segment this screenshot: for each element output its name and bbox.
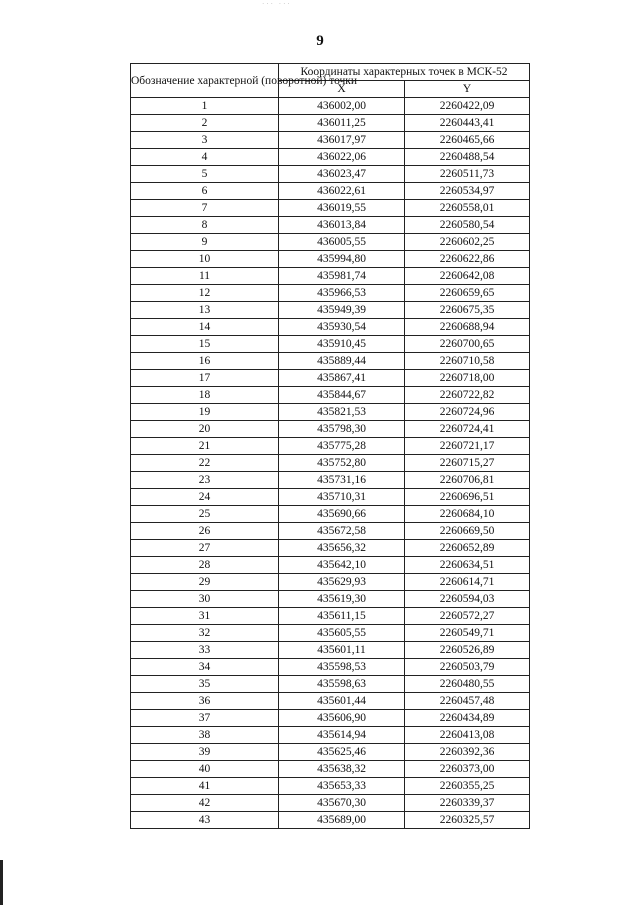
cell-y: 2260434,89 <box>405 710 530 727</box>
cell-y: 2260724,96 <box>405 404 530 421</box>
table-row <box>131 370 530 387</box>
cell-point-number: 30 <box>131 591 279 608</box>
table-row <box>131 404 530 421</box>
cell-x: 435966,53 <box>279 285 405 302</box>
cell-x: 435629,93 <box>279 574 405 591</box>
cell-y: 2260325,57 <box>405 812 530 829</box>
cell-y: 2260721,17 <box>405 438 530 455</box>
table-row <box>131 319 530 336</box>
table-row <box>131 506 530 523</box>
cell-x: 435775,28 <box>279 438 405 455</box>
table-row <box>131 761 530 778</box>
table-row <box>131 268 530 285</box>
cell-x: 435731,16 <box>279 472 405 489</box>
table-row <box>131 302 530 319</box>
cell-x: 436022,61 <box>279 183 405 200</box>
cell-point-number: 24 <box>131 489 279 506</box>
cell-point-number: 28 <box>131 557 279 574</box>
cell-y: 2260572,27 <box>405 608 530 625</box>
cell-x: 435642,10 <box>279 557 405 574</box>
cell-y: 2260443,41 <box>405 115 530 132</box>
cell-y: 2260715,27 <box>405 455 530 472</box>
cell-x: 435606,90 <box>279 710 405 727</box>
cell-point-number: 29 <box>131 574 279 591</box>
cell-point-number: 41 <box>131 778 279 795</box>
table-row <box>131 608 530 625</box>
cell-point-number: 26 <box>131 523 279 540</box>
cell-point-number: 3 <box>131 132 279 149</box>
table-row <box>131 625 530 642</box>
coordinates-table <box>130 63 530 829</box>
cell-x: 435625,46 <box>279 744 405 761</box>
header-x: X <box>279 81 405 98</box>
cell-x: 435889,44 <box>279 353 405 370</box>
cell-point-number: 8 <box>131 217 279 234</box>
table-row <box>131 421 530 438</box>
cell-y: 2260511,73 <box>405 166 530 183</box>
cell-point-number: 31 <box>131 608 279 625</box>
table-row <box>131 115 530 132</box>
table-row <box>131 744 530 761</box>
cell-point-number: 14 <box>131 319 279 336</box>
cell-x: 435619,30 <box>279 591 405 608</box>
cell-point-number: 38 <box>131 727 279 744</box>
cell-y: 2260392,36 <box>405 744 530 761</box>
cell-x: 435689,00 <box>279 812 405 829</box>
table-row <box>131 710 530 727</box>
table-row <box>131 795 530 812</box>
cell-x: 435670,30 <box>279 795 405 812</box>
cell-point-number: 32 <box>131 625 279 642</box>
cell-y: 2260634,51 <box>405 557 530 574</box>
cell-x: 435605,55 <box>279 625 405 642</box>
cell-y: 2260355,25 <box>405 778 530 795</box>
cell-y: 2260413,08 <box>405 727 530 744</box>
cell-point-number: 17 <box>131 370 279 387</box>
cell-x: 435653,33 <box>279 778 405 795</box>
header-point-designation: Обозначение характерной (поворотной) точки <box>131 64 279 98</box>
cell-y: 2260526,89 <box>405 642 530 659</box>
table-row <box>131 489 530 506</box>
cell-y: 2260675,35 <box>405 302 530 319</box>
cell-point-number: 27 <box>131 540 279 557</box>
cell-point-number: 43 <box>131 812 279 829</box>
table-row <box>131 183 530 200</box>
cell-x: 435598,63 <box>279 676 405 693</box>
cell-point-number: 15 <box>131 336 279 353</box>
cell-point-number: 10 <box>131 251 279 268</box>
cell-x: 435614,94 <box>279 727 405 744</box>
table-row <box>131 676 530 693</box>
cell-point-number: 39 <box>131 744 279 761</box>
cell-point-number: 19 <box>131 404 279 421</box>
table-row <box>131 574 530 591</box>
cell-y: 2260465,66 <box>405 132 530 149</box>
cell-point-number: 13 <box>131 302 279 319</box>
cell-x: 436002,00 <box>279 98 405 115</box>
cell-x: 435994,80 <box>279 251 405 268</box>
cell-y: 2260602,25 <box>405 234 530 251</box>
cell-y: 2260457,48 <box>405 693 530 710</box>
cell-x: 435981,74 <box>279 268 405 285</box>
table-row <box>131 336 530 353</box>
cell-point-number: 33 <box>131 642 279 659</box>
scan-mark: ··· ··· <box>262 0 292 8</box>
header-y: Y <box>405 81 530 98</box>
cell-point-number: 9 <box>131 234 279 251</box>
cell-y: 2260373,00 <box>405 761 530 778</box>
cell-y: 2260700,65 <box>405 336 530 353</box>
cell-x: 435638,32 <box>279 761 405 778</box>
cell-y: 2260339,37 <box>405 795 530 812</box>
table-row <box>131 523 530 540</box>
table-row <box>131 200 530 217</box>
table-row <box>131 166 530 183</box>
cell-point-number: 20 <box>131 421 279 438</box>
cell-point-number: 37 <box>131 710 279 727</box>
table-row <box>131 812 530 829</box>
header-coordinates-group: Координаты характерных точек в МСК-52 <box>279 64 530 81</box>
cell-y: 2260688,94 <box>405 319 530 336</box>
cell-point-number: 16 <box>131 353 279 370</box>
table-row <box>131 149 530 166</box>
table-row <box>131 251 530 268</box>
cell-x: 435844,67 <box>279 387 405 404</box>
cell-point-number: 5 <box>131 166 279 183</box>
table-row <box>131 217 530 234</box>
cell-x: 436017,97 <box>279 132 405 149</box>
cell-y: 2260710,58 <box>405 353 530 370</box>
cell-x: 435656,32 <box>279 540 405 557</box>
cell-x: 435710,31 <box>279 489 405 506</box>
cell-x: 435690,66 <box>279 506 405 523</box>
cell-x: 435910,45 <box>279 336 405 353</box>
cell-x: 435752,80 <box>279 455 405 472</box>
table-row <box>131 387 530 404</box>
cell-y: 2260558,01 <box>405 200 530 217</box>
cell-y: 2260622,86 <box>405 251 530 268</box>
cell-point-number: 18 <box>131 387 279 404</box>
cell-y: 2260580,54 <box>405 217 530 234</box>
cell-y: 2260503,79 <box>405 659 530 676</box>
table-body <box>131 98 530 829</box>
cell-y: 2260549,71 <box>405 625 530 642</box>
cell-x: 435949,39 <box>279 302 405 319</box>
cell-y: 2260642,08 <box>405 268 530 285</box>
cell-y: 2260684,10 <box>405 506 530 523</box>
cell-x: 435601,11 <box>279 642 405 659</box>
table-row <box>131 98 530 115</box>
table-row <box>131 438 530 455</box>
cell-point-number: 21 <box>131 438 279 455</box>
cell-point-number: 40 <box>131 761 279 778</box>
cell-x: 435611,15 <box>279 608 405 625</box>
cell-y: 2260652,89 <box>405 540 530 557</box>
cell-point-number: 42 <box>131 795 279 812</box>
cell-x: 435867,41 <box>279 370 405 387</box>
cell-x: 436022,06 <box>279 149 405 166</box>
cell-point-number: 4 <box>131 149 279 166</box>
table-row <box>131 353 530 370</box>
cell-y: 2260669,50 <box>405 523 530 540</box>
table-row <box>131 540 530 557</box>
cell-y: 2260718,00 <box>405 370 530 387</box>
cell-point-number: 11 <box>131 268 279 285</box>
cell-y: 2260594,03 <box>405 591 530 608</box>
table-row <box>131 132 530 149</box>
table-row <box>131 778 530 795</box>
table-row <box>131 472 530 489</box>
cell-point-number: 22 <box>131 455 279 472</box>
cell-point-number: 35 <box>131 676 279 693</box>
cell-y: 2260706,81 <box>405 472 530 489</box>
cell-x: 436011,25 <box>279 115 405 132</box>
cell-y: 2260480,55 <box>405 676 530 693</box>
cell-point-number: 6 <box>131 183 279 200</box>
cell-y: 2260614,71 <box>405 574 530 591</box>
cell-y: 2260422,09 <box>405 98 530 115</box>
cell-point-number: 25 <box>131 506 279 523</box>
cell-point-number: 12 <box>131 285 279 302</box>
cell-x: 435798,30 <box>279 421 405 438</box>
cell-x: 435821,53 <box>279 404 405 421</box>
table-row <box>131 642 530 659</box>
cell-x: 435672,58 <box>279 523 405 540</box>
table-row <box>131 659 530 676</box>
cell-y: 2260488,54 <box>405 149 530 166</box>
cell-y: 2260534,97 <box>405 183 530 200</box>
table-row <box>131 455 530 472</box>
cell-x: 436023,47 <box>279 166 405 183</box>
cell-x: 435601,44 <box>279 693 405 710</box>
cell-point-number: 36 <box>131 693 279 710</box>
cell-x: 436005,55 <box>279 234 405 251</box>
page-number: 9 <box>316 33 324 49</box>
cell-x: 435598,53 <box>279 659 405 676</box>
cell-x: 435930,54 <box>279 319 405 336</box>
cell-point-number: 1 <box>131 98 279 115</box>
cell-point-number: 34 <box>131 659 279 676</box>
table-row <box>131 693 530 710</box>
table-row <box>131 285 530 302</box>
table-row <box>131 727 530 744</box>
cell-y: 2260696,51 <box>405 489 530 506</box>
cell-x: 436019,55 <box>279 200 405 217</box>
cell-point-number: 7 <box>131 200 279 217</box>
cell-x: 436013,84 <box>279 217 405 234</box>
table-row <box>131 591 530 608</box>
cell-point-number: 23 <box>131 472 279 489</box>
cell-y: 2260722,82 <box>405 387 530 404</box>
table-row <box>131 234 530 251</box>
cell-point-number: 2 <box>131 115 279 132</box>
cell-y: 2260724,41 <box>405 421 530 438</box>
cell-y: 2260659,65 <box>405 285 530 302</box>
scan-edge <box>0 860 3 905</box>
table-row <box>131 557 530 574</box>
